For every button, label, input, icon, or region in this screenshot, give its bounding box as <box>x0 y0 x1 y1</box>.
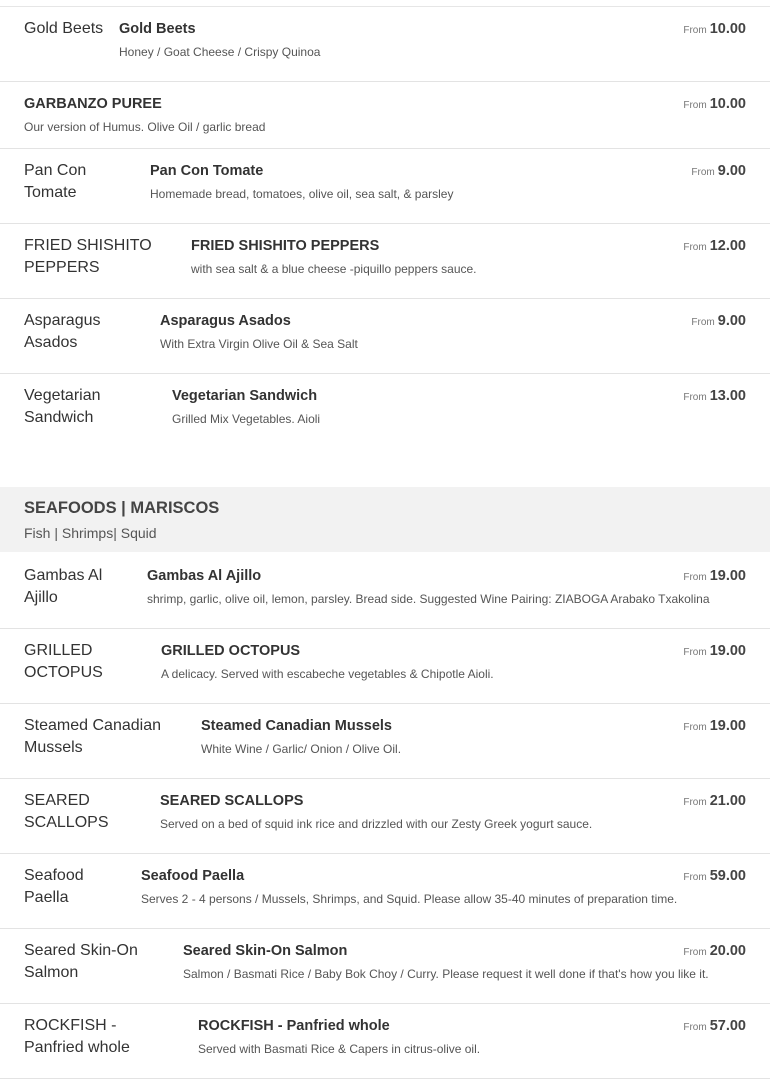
item-name: Seafood Paella <box>141 868 245 884</box>
item-name: ROCKFISH - Panfried whole <box>198 1018 390 1034</box>
menu-item[interactable] <box>0 704 770 779</box>
item-price <box>683 717 746 735</box>
menu-item[interactable] <box>0 554 770 629</box>
price-amount: 19.00 <box>709 568 746 584</box>
item-name: Vegetarian Sandwich <box>172 388 318 404</box>
menu-item[interactable] <box>0 7 770 82</box>
item-image-alt: Vegetarian Sandwich <box>24 387 101 426</box>
item-price <box>683 867 746 885</box>
item-name: Pan Con Tomate <box>150 163 264 179</box>
price-amount: 10.00 <box>709 21 746 37</box>
item-description: Served on a bed of squid ink rice and drizzled with our Zesty Greek yogurt sauce. <box>160 817 593 831</box>
item-image-alt: Asparagus Asados <box>24 312 101 351</box>
item-price <box>683 20 746 38</box>
from-label: From <box>683 25 707 36</box>
item-description: A delicacy. Served with escabeche vegetables & Chipotle Aioli. <box>161 667 494 681</box>
menu-item[interactable] <box>0 929 770 1004</box>
item-price <box>691 312 746 330</box>
price-amount: 19.00 <box>709 718 746 734</box>
item-description: Salmon / Basmati Rice / Baby Bok Choy / Curry. Please request it well done if that's how you like it. <box>183 967 709 981</box>
price-amount: 9.00 <box>717 313 746 329</box>
item-price <box>683 567 746 585</box>
item-description: Served with Basmati Rice & Capers in citrus-olive oil. <box>198 1042 481 1056</box>
menu-item[interactable] <box>0 629 770 704</box>
item-price <box>683 642 746 660</box>
menu-item[interactable] <box>0 374 770 487</box>
item-name: Asparagus Asados <box>160 313 291 329</box>
item-image-alt: Gold Beets <box>24 20 104 37</box>
item-name: Steamed Canadian Mussels <box>201 718 392 734</box>
item-image-alt: Seafood Paella <box>24 867 84 906</box>
item-price <box>683 792 746 810</box>
price-amount: 10.00 <box>709 96 746 112</box>
item-image-alt: Seared Skin-On Salmon <box>24 942 138 981</box>
menu-item[interactable] <box>0 779 770 854</box>
price-amount: 20.00 <box>709 943 746 959</box>
from-label: From <box>683 722 707 733</box>
section-subtitle: Fish | Shrimps| Squid <box>24 525 157 541</box>
item-price <box>683 1017 746 1035</box>
item-image-alt: Pan Con Tomate <box>24 162 87 201</box>
item-name: Seared Skin-On Salmon <box>183 943 348 959</box>
price-amount: 19.00 <box>709 643 746 659</box>
section-header-seafoods <box>0 487 770 552</box>
item-price <box>683 942 746 960</box>
item-name: FRIED SHISHITO PEPPERS <box>191 238 380 254</box>
item-image-alt: ROCKFISH - Panfried whole <box>24 1017 130 1056</box>
item-description: Homemade bread, tomatoes, olive oil, sea salt, & parsley <box>150 187 454 201</box>
item-description: White Wine / Garlic/ Onion / Olive Oil. <box>201 742 402 756</box>
price-amount: 13.00 <box>709 388 746 404</box>
item-image-alt: GRILLED OCTOPUS <box>24 642 103 681</box>
price-amount: 21.00 <box>709 793 746 809</box>
from-label: From <box>683 947 707 958</box>
item-name: Gambas Al Ajillo <box>147 568 262 584</box>
from-label: From <box>691 167 715 178</box>
item-image-alt: FRIED SHISHITO PEPPERS <box>24 237 152 276</box>
from-label: From <box>683 872 707 883</box>
price-amount: 57.00 <box>709 1018 746 1034</box>
from-label: From <box>683 392 707 403</box>
item-description: Honey / Goat Cheese / Crispy Quinoa <box>119 45 321 59</box>
item-image-alt: Gambas Al Ajillo <box>24 567 103 606</box>
item-price <box>683 95 746 113</box>
item-description: with sea salt & a blue cheese -piquillo peppers sauce. <box>191 262 477 276</box>
item-name: Gold Beets <box>119 21 196 37</box>
from-label: From <box>683 1022 707 1033</box>
item-name: GARBANZO PUREE <box>24 96 162 112</box>
menu-item[interactable] <box>0 299 770 374</box>
item-image-alt: Steamed Canadian Mussels <box>24 717 161 756</box>
from-label: From <box>683 242 707 253</box>
item-description: Our version of Humus. Olive Oil / garlic bread <box>24 120 266 134</box>
item-price <box>683 387 746 405</box>
item-price <box>683 237 746 255</box>
from-label: From <box>683 100 707 111</box>
from-label: From <box>683 572 707 583</box>
item-name: GRILLED OCTOPUS <box>161 643 301 659</box>
item-name: SEARED SCALLOPS <box>160 793 304 809</box>
item-description: Serves 2 - 4 persons / Mussels, Shrimps, and Squid. Please allow 35-40 minutes of preparation time. <box>141 892 678 906</box>
menu-item[interactable] <box>0 82 770 149</box>
from-label: From <box>691 317 715 328</box>
item-description: With Extra Virgin Olive Oil & Sea Salt <box>160 337 358 351</box>
price-amount: 59.00 <box>709 868 746 884</box>
item-description: Grilled Mix Vegetables. Aioli <box>172 412 321 426</box>
item-description: shrimp, garlic, olive oil, lemon, parsley. Bread side. Suggested Wine Pairing: ZIABOGA Arabako Txakolina <box>147 592 710 606</box>
menu-item[interactable] <box>0 1004 770 1079</box>
section-title: SEAFOODS | MARISCOS <box>24 499 220 517</box>
item-image-alt: SEARED SCALLOPS <box>24 792 109 831</box>
menu-item[interactable] <box>0 224 770 299</box>
price-amount: 9.00 <box>717 163 746 179</box>
from-label: From <box>683 647 707 658</box>
menu-item[interactable] <box>0 149 770 224</box>
item-price <box>691 162 746 180</box>
from-label: From <box>683 797 707 808</box>
menu-item[interactable] <box>0 854 770 929</box>
price-amount: 12.00 <box>709 238 746 254</box>
